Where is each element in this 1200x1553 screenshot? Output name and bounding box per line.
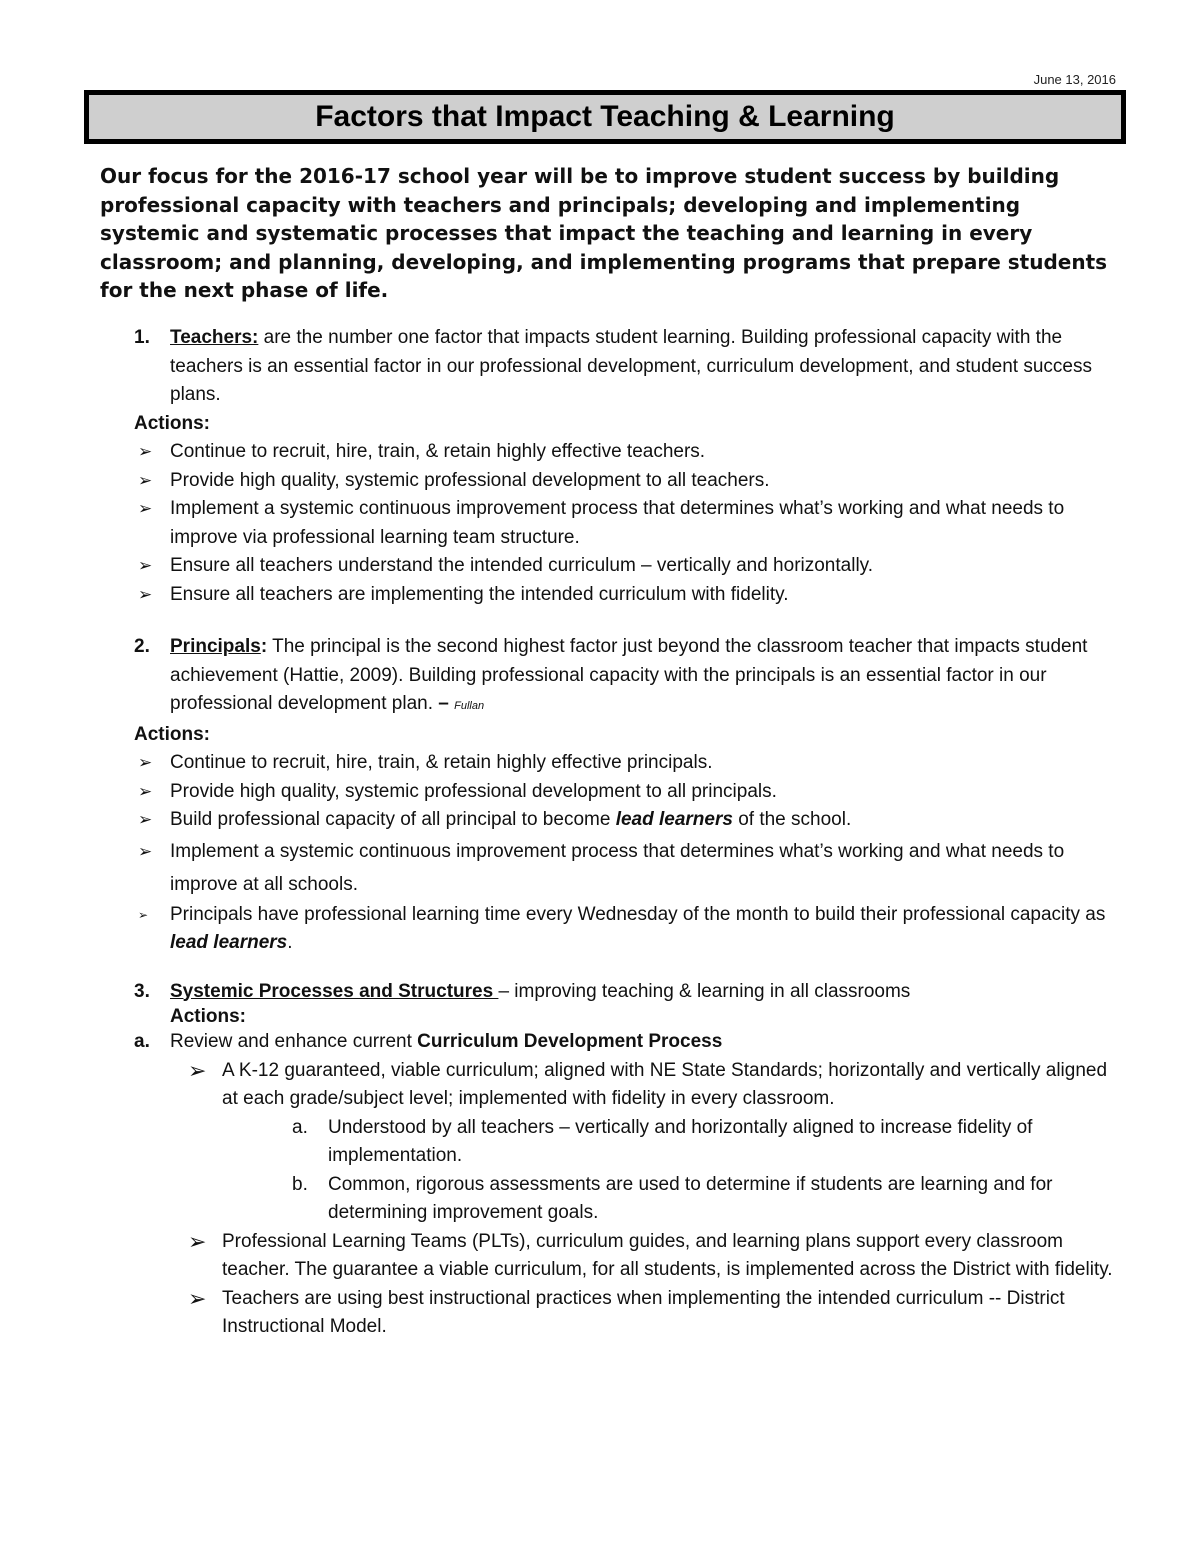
list-item: ➢ Provide high quality, systemic professional development to all principals. xyxy=(134,778,1124,807)
sub-item-a: a. Review and enhance current Curriculum Development Process xyxy=(134,1028,1124,1057)
section-text: are the number one factor that impacts student learning. Building professional capacity with the teachers is an essential factor in our professional development, curriculum development, and student success plans. xyxy=(170,327,1092,405)
arrow-bullet-icon: ➢ xyxy=(188,1285,207,1311)
document-body xyxy=(134,324,1124,1342)
section-heading: Systemic Processes and Structures xyxy=(170,980,499,1002)
attribution: Fullan xyxy=(454,700,485,712)
section-principals: 2. Principals: The principal is the second highest factor just beyond the classroom teacher that impacts student achievement (Hattie, 2009). Building professional capacity with the principals is an essential factor in our professional development plan. – Fullan xyxy=(134,633,1124,721)
arrow-bullet-icon: ➢ xyxy=(138,584,153,604)
list-item: ➢ Continue to recruit, hire, train, & retain highly effective principals. xyxy=(134,749,1124,778)
list-item: ➢ Ensure all teachers understand the intended curriculum – vertically and horizontally. xyxy=(134,552,1124,581)
section-text: The principal is the second highest factor just beyond the classroom teacher that impacts student achievement (Hattie, 2009). Building professional capacity with the principals is an essential factor in our professional development plan. xyxy=(170,636,1088,714)
teacher-actions-list xyxy=(134,438,1124,609)
list-item: ➢ A K-12 guaranteed, viable curriculum; aligned with NE State Standards; horizontally and vertically aligned at each grade/subject level; implemented with fidelity in every classroom. a. Understood by all teachers – vertically and horizontally aligned to increase fidelity of implementation. b. Common, rigorous assessments are used to determine if students are learning and for determining improvement goals. xyxy=(188,1057,1124,1228)
title-box xyxy=(84,90,1126,144)
focus-statement: Our focus for the 2016-17 school year will be to improve student success by building professional capacity with teachers and principals; developing and implementing systemic and systematic processes that impact the teaching and learning in every classroom; and planning, developing, and implementing programs that prepare students for the next phase of life. xyxy=(100,164,1108,303)
actions-label: Actions: xyxy=(134,412,210,434)
section-number: 3. xyxy=(134,980,150,1002)
list-item: ➢ Teachers are using best instructional practices when implementing the intended curriculum -- District Instructional Model. xyxy=(188,1285,1065,1337)
curriculum-bullets xyxy=(134,1057,1124,1342)
arrow-bullet-icon: ➢ xyxy=(138,470,153,490)
document-date: June 13, 2016 xyxy=(1033,72,1116,87)
actions-label: Actions: xyxy=(134,723,210,745)
arrow-bullet-icon: ➢ xyxy=(138,907,149,922)
section-teachers xyxy=(134,324,1124,410)
section-heading: Principals xyxy=(170,636,261,657)
list-item: a. Understood by all teachers – vertically and horizontally aligned to increase fidelity of implementation. xyxy=(292,1116,1033,1166)
arrow-bullet-icon: ➢ xyxy=(188,1228,207,1254)
list-item: ➢ Ensure all teachers are implementing the intended curriculum with fidelity. xyxy=(134,581,1124,610)
list-item: ➢ Principals have professional learning time every Wednesday of the month to build their professional capacity as lead learners. xyxy=(134,901,1124,958)
arrow-bullet-icon: ➢ xyxy=(138,781,153,801)
arrow-bullet-icon: ➢ xyxy=(138,810,153,829)
section-number: 1. xyxy=(134,327,150,348)
list-item: ➢ Build professional capacity of all principal to become lead learners of the school. xyxy=(134,806,1124,835)
list-item: ➢ Continue to recruit, hire, train, & retain highly effective teachers. xyxy=(134,438,1124,467)
arrow-bullet-icon: ➢ xyxy=(188,1057,207,1083)
page-title: Factors that Impact Teaching & Learning xyxy=(315,100,895,133)
list-item: b. Common, rigorous assessments are used to determine if students are learning and for determining improvement goals. xyxy=(292,1173,1053,1223)
list-item: ➢ Professional Learning Teams (PLTs), curriculum guides, and learning plans support every classroom teacher. The guarantee a viable curriculum, for all students, is implemented across the District with fidelity. xyxy=(188,1228,1113,1280)
section-number: 2. xyxy=(134,636,150,657)
section-systemic-processes xyxy=(134,978,1124,1007)
arrow-bullet-icon: ➢ xyxy=(138,499,153,518)
arrow-bullet-icon: ➢ xyxy=(138,556,153,575)
arrow-bullet-icon: ➢ xyxy=(138,841,153,861)
section-text: – improving teaching & learning in all classrooms xyxy=(498,980,911,1002)
sub-letter: a. xyxy=(134,1031,150,1052)
actions-label: Actions: xyxy=(170,1006,246,1027)
list-item: ➢ Implement a systemic continuous improvement process that determines what’s working and what needs to improve via professional learning team structure. xyxy=(134,495,1124,552)
list-item: ➢ Provide high quality, systemic professional development to all teachers. xyxy=(134,467,1124,496)
principal-actions-list xyxy=(134,749,1124,958)
arrow-bullet-icon: ➢ xyxy=(138,753,153,772)
inner-list xyxy=(222,1114,1124,1228)
section-heading: Teachers: xyxy=(170,327,259,348)
arrow-bullet-icon: ➢ xyxy=(138,442,153,461)
list-item: ➢ Implement a systemic continuous improvement process that determines what’s working and what needs to improve at all schools. xyxy=(134,835,1124,901)
